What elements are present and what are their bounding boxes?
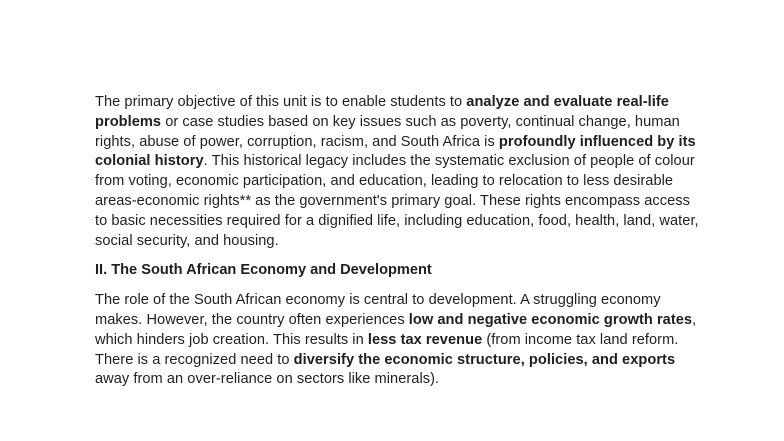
economy-text-2: , which hinders job creation. This results in <box>95 311 697 348</box>
intro-bold-colonial: profoundly influenced by its colonial history <box>95 133 696 170</box>
economy-text-3: (from income tax land reform. There is a recognized need to <box>95 331 679 368</box>
economy-text-1: The role of the South African economy is central to development. A struggling economy makes. However, the country often experiences <box>95 292 661 328</box>
intro-text-2: or case studies based on key issues such as poverty, continual change, human rights, abuse of power, corruption, racism, and South Africa is <box>95 113 680 150</box>
economy-bold-growth: low and negative economic growth rates <box>408 311 693 328</box>
intro-text-1: The primary objective of this unit is to enable students to <box>95 94 467 110</box>
intro-bold-analyze: analyze and evaluate real-life problems <box>95 94 669 130</box>
intro-text-3: . This historical legacy includes the systematic exclusion of people of colour from voting, economic participation, and education, leading to relocation to less desirable areas-economic rights** as the government's primary goal. These rights encompass access to basic necessities required for a dignified life, including education, food, health, land, water, social security, and housing. <box>95 153 699 249</box>
economy-text-4: away from an over-reliance on sectors like minerals). <box>95 371 440 388</box>
economy-bold-tax: less tax revenue <box>367 331 483 348</box>
economy-paragraph <box>95 291 705 390</box>
document-body <box>95 93 705 390</box>
intro-paragraph <box>95 93 705 251</box>
section-heading: II. The South African Economy and Development <box>95 262 432 279</box>
economy-bold-diversify: diversify the economic structure, policies, and exports <box>293 351 676 368</box>
